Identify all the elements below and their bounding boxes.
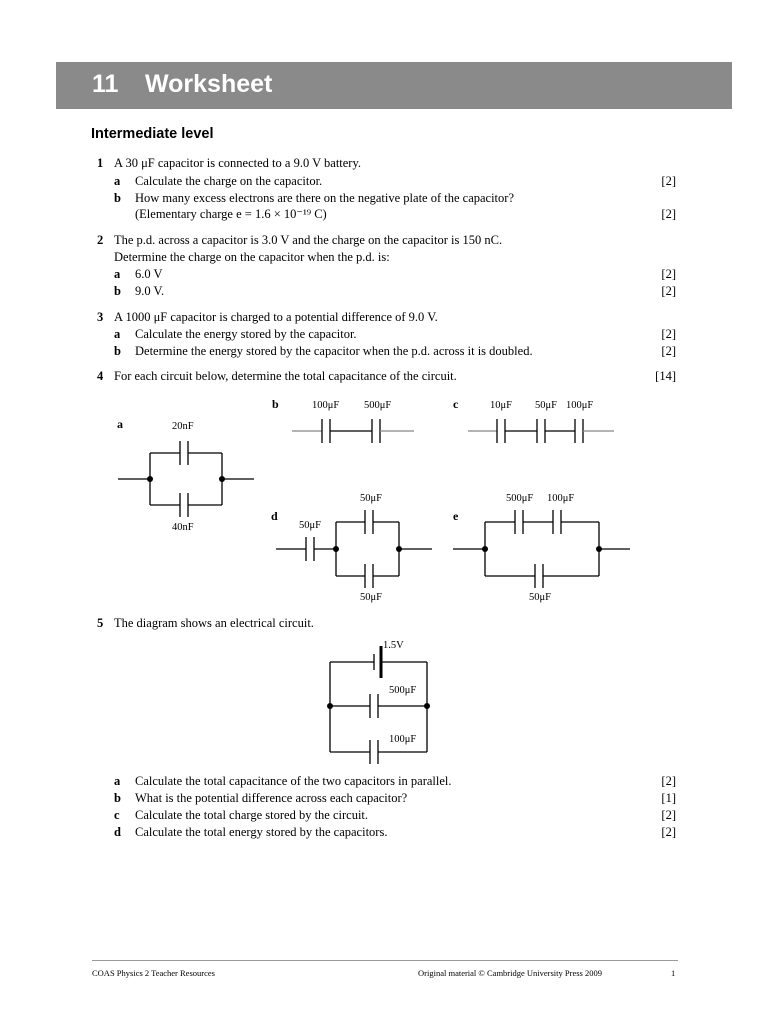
worksheet-banner xyxy=(56,62,732,109)
question-1a-label: a xyxy=(114,174,121,188)
question-5d-text: Calculate the total energy stored by the capacitors. xyxy=(135,825,388,839)
circuit-d-label: d xyxy=(271,509,278,523)
question-5b-label: b xyxy=(114,791,121,805)
circuit-a-bottom-value: 40nF xyxy=(172,522,194,533)
question-5b-text: What is the potential difference across each capacitor? xyxy=(135,791,408,805)
circuit-b-c2-value: 500μF xyxy=(364,400,392,411)
footer-copyright: Original material © Cambridge University Press 2009 xyxy=(418,968,602,978)
question-5a-marks: [2] xyxy=(661,774,676,788)
question-1-text: A 30 μF capacitor is connected to a 9.0 V battery. xyxy=(114,156,362,170)
question-3b-marks: [2] xyxy=(661,344,676,358)
page-title: Worksheet xyxy=(145,70,273,98)
circuit-e-top1-value: 500μF xyxy=(506,493,534,504)
question-2a-label: a xyxy=(114,267,121,281)
question-3a-marks: [2] xyxy=(661,327,676,341)
footer-divider xyxy=(92,960,678,961)
question-2-text-2: Determine the charge on the capacitor when the p.d. is: xyxy=(114,250,390,264)
question-5d-label: d xyxy=(114,825,121,839)
question-3a-text: Calculate the energy stored by the capacitor. xyxy=(135,327,357,341)
circuit-c-c3-value: 100μF xyxy=(566,400,594,411)
question-3-number: 3 xyxy=(97,310,104,324)
circuit-d-bottom-value: 50μF xyxy=(360,592,382,603)
question-1b-text-2: (Elementary charge e = 1.6 × 10⁻¹⁹ C) xyxy=(135,207,327,221)
question-2b-text: 9.0 V. xyxy=(135,284,165,298)
question-3b-label: b xyxy=(114,344,121,358)
question-5-number: 5 xyxy=(97,616,104,630)
junction-dot xyxy=(482,546,488,552)
junction-dot xyxy=(333,546,339,552)
junction-dot xyxy=(219,476,225,482)
capacitor-2-value: 100μF xyxy=(389,734,417,745)
question-2a-text: 6.0 V xyxy=(135,267,163,281)
question-5a-label: a xyxy=(114,774,121,788)
footer-page-number: 1 xyxy=(671,968,676,978)
question-1b-label: b xyxy=(114,191,121,205)
circuit-a-label: a xyxy=(117,417,123,431)
capacitor-1-value: 500μF xyxy=(389,685,417,696)
circuit-d-top-value: 50μF xyxy=(360,493,382,504)
junction-dot xyxy=(424,703,430,709)
junction-dot xyxy=(596,546,602,552)
junction-dot xyxy=(147,476,153,482)
question-4-circuits xyxy=(0,390,768,610)
circuit-e-top2-value: 100μF xyxy=(547,493,575,504)
question-4-text: For each circuit below, determine the total capacitance of the circuit. xyxy=(114,369,457,383)
level-heading: Intermediate level xyxy=(91,126,214,142)
circuit-e-label: e xyxy=(453,509,459,523)
question-2-text: The p.d. across a capacitor is 3.0 V and the charge on the capacitor is 150 nC. xyxy=(114,233,503,247)
circuit-c-label: c xyxy=(453,397,459,411)
question-1-number: 1 xyxy=(97,156,104,170)
question-1b-marks: [2] xyxy=(661,207,676,221)
question-5-text: The diagram shows an electrical circuit. xyxy=(114,616,314,630)
junction-dot xyxy=(396,546,402,552)
question-2b-marks: [2] xyxy=(661,284,676,298)
question-1a-text: Calculate the charge on the capacitor. xyxy=(135,174,323,188)
question-4-marks: [14] xyxy=(655,369,676,383)
junction-dot xyxy=(327,703,333,709)
chapter-number: 11 xyxy=(92,70,119,98)
question-5d-marks: [2] xyxy=(661,825,676,839)
question-2a-marks: [2] xyxy=(661,267,676,281)
question-1b-text: How many excess electrons are there on the negative plate of the capacitor? xyxy=(135,191,514,205)
question-3b-text: Determine the energy stored by the capacitor when the p.d. across it is doubled. xyxy=(135,344,533,358)
question-1a-marks: [2] xyxy=(661,174,676,188)
question-3a-label: a xyxy=(114,327,121,341)
question-5c-label: c xyxy=(114,808,120,822)
question-5c-marks: [2] xyxy=(661,808,676,822)
circuit-a-top-value: 20nF xyxy=(172,421,194,432)
battery-value: 1.5V xyxy=(383,640,404,651)
circuit-c-c2-value: 50μF xyxy=(535,400,557,411)
question-5c-text: Calculate the total charge stored by the circuit. xyxy=(135,808,369,822)
circuit-b-c1-value: 100μF xyxy=(312,400,340,411)
footer-publication: COAS Physics 2 Teacher Resources xyxy=(92,968,215,978)
circuit-b-label: b xyxy=(272,397,279,411)
question-5b-marks: [1] xyxy=(661,791,676,805)
question-5-circuit xyxy=(0,630,768,770)
question-2b-label: b xyxy=(114,284,121,298)
question-3-text: A 1000 μF capacitor is charged to a potential difference of 9.0 V. xyxy=(114,310,438,324)
question-5a-text: Calculate the total capacitance of the two capacitors in parallel. xyxy=(135,774,452,788)
question-2-number: 2 xyxy=(97,233,104,247)
circuit-e-bottom-value: 50μF xyxy=(529,592,551,603)
circuit-d-series-value: 50μF xyxy=(299,520,321,531)
question-4-number: 4 xyxy=(97,369,104,383)
circuit-c-c1-value: 10μF xyxy=(490,400,512,411)
